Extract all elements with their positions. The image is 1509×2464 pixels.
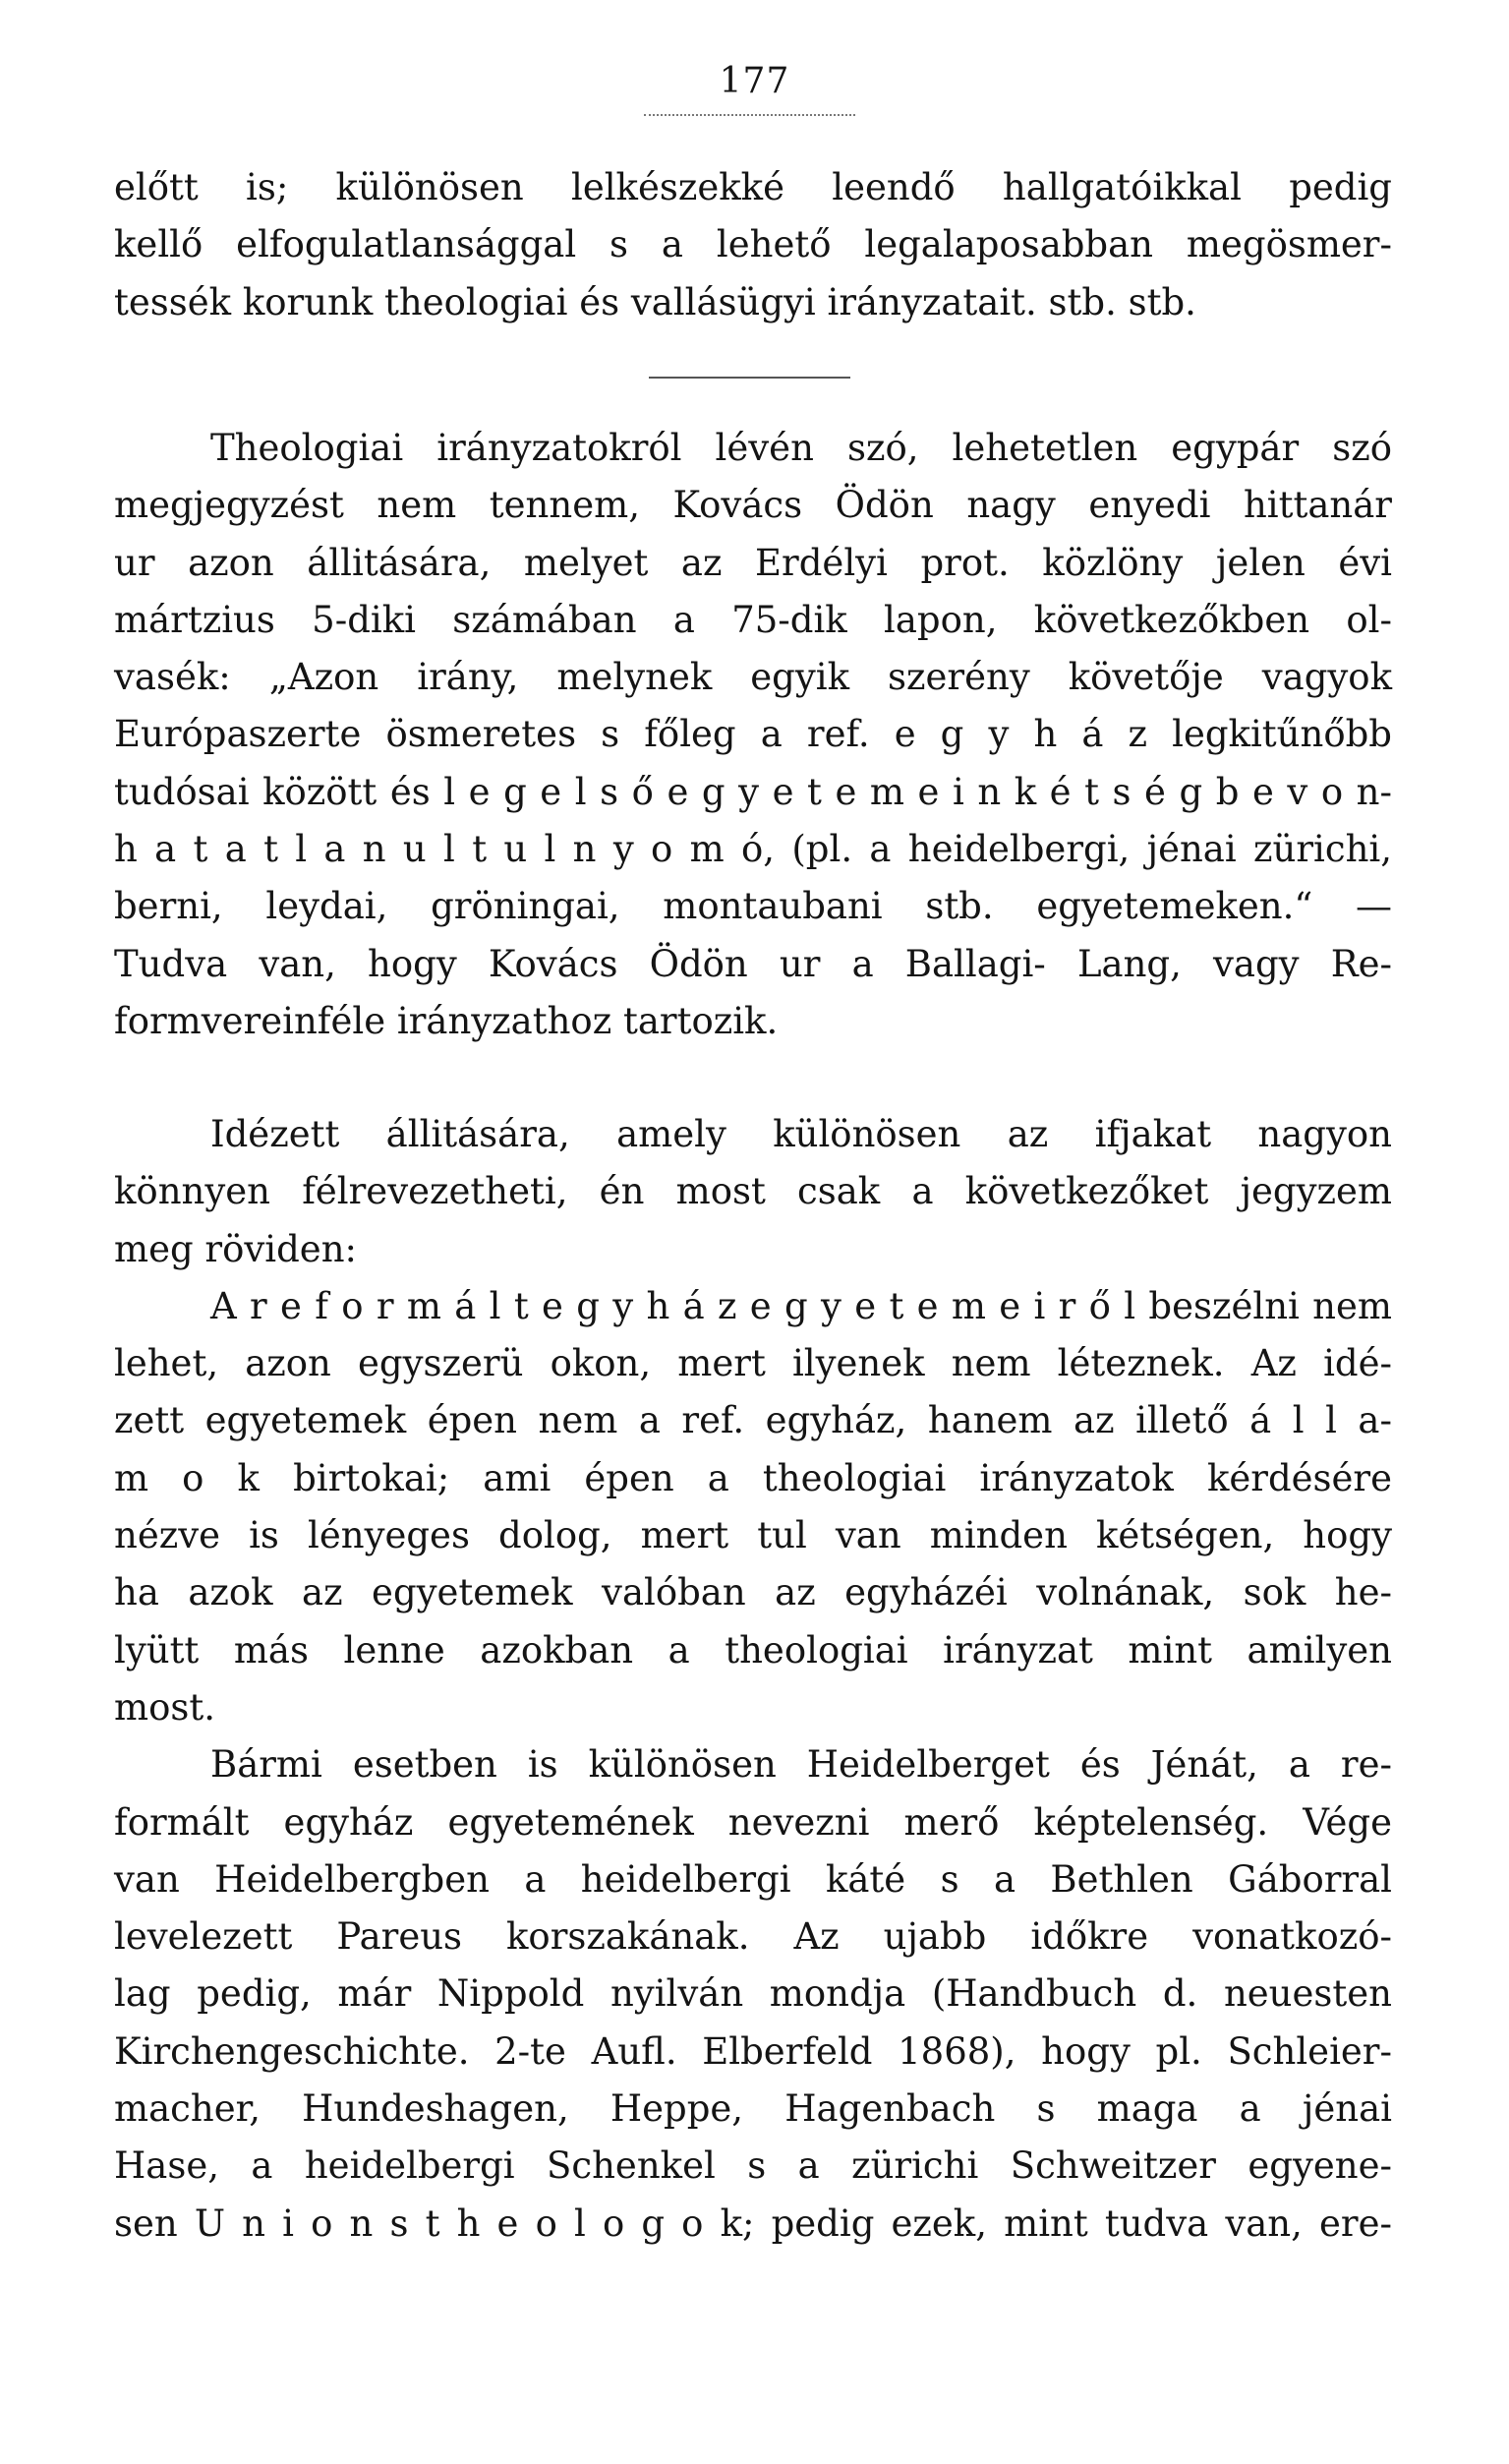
text-line: lehet, azon egyszerü okon, mert ilyenek nem léteznek. Az idé- [114,1342,1392,1385]
text-line: kellő elfogulatlansággal s a lehető legalaposabban megösmer- [114,223,1392,266]
page-number-ornament [644,114,855,116]
text-line: formált egyház egyetemének nevezni merő képtelenség. Vége [114,1800,1392,1844]
text-line: most. [114,1685,215,1729]
text-line: formvereinféle irányzathoz tartozik. [114,999,779,1042]
text-line: nézve is lényeges dolog, mert tul van minden kétségen, hogy [114,1514,1392,1557]
text-line: h a t a t l a n u l t u l n y o m ó, (pl. a heidelbergi, jénai zürichi, [114,828,1392,871]
text-line: tessék korunk theologiai és vallásügyi irányzatait. stb. stb. [114,280,1196,323]
text-line: Theologiai irányzatokról lévén szó, lehetetlen egypár szó [210,427,1392,469]
text-line: macher, Hundeshagen, Heppe, Hagenbach s maga a jénai [114,2087,1392,2131]
text-line: Kirchengeschichte. 2-te Aufl. Elberfeld 1868), hogy pl. Schleier- [114,2029,1392,2073]
text-line: Bármi esetben is különösen Heidelberget és Jénát, a re- [210,1743,1392,1787]
page-number: 177 [719,61,790,101]
section-separator [649,377,850,379]
text-line: ha azok az egyetemek valóban az egyházéi volnának, sok he- [114,1571,1392,1614]
text-line: van Heidelbergben a heidelbergi káté s a Bethlen Gáborral [114,1857,1392,1901]
text-line: meg röviden: [114,1227,358,1270]
text-line: berni, leydai, gröningai, montaubani stb. egyetemeken.“ — [114,885,1392,928]
text-line: vasék: „Azon irány, melynek egyik szerény követője vagyok [114,656,1392,699]
paragraph-3 [114,1106,1392,2253]
text-line: A r e f o r m á l t e g y h á z e g y e t e m e i r ő l beszélni nem [210,1284,1392,1327]
text-line: megjegyzést nem tennem, Kovács Ödön nagy enyedi hittanár [114,484,1392,527]
paragraph-2 [114,420,1392,1050]
text-line: ur azon állitására, melyet az Erdélyi prot. közlöny jelen évi [114,541,1392,584]
text-line: mártzius 5-diki számában a 75-dik lapon, következőkben ol- [114,598,1392,641]
text-line: sen U n i o n s t h e o l o g o k; pedig ezek, mint tudva van, ere- [114,2201,1392,2245]
text-line: tudósai között és l e g e l s ő e g y e t e m e i n k é t s é g b e v o n- [114,770,1392,813]
text-line: lyütt más lenne azokban a theologiai irányzat mint amilyen [114,1628,1392,1672]
text-line: Tudva van, hogy Kovács Ödön ur a Ballagi- Lang, vagy Re- [114,942,1392,985]
text-line: előtt is; különösen lelkészekké leendő hallgatóikkal pedig [114,166,1392,208]
text-line: Idézett állitására, amely különösen az ifjakat nagyon [210,1113,1392,1155]
paragraph-1 [114,159,1392,331]
text-line: Hase, a heidelbergi Schenkel s a zürichi Schweitzer egyene- [114,2144,1392,2188]
text-line: lag pedig, már Nippold nyilván mondja (Handbuch d. neuesten [114,1972,1392,2016]
text-line: Európaszerte ösmeretes s főleg a ref. e g y h á z legkitűnőbb [114,713,1392,756]
text-line: könnyen félrevezetheti, én most csak a következőket jegyzem [114,1170,1392,1213]
text-line: levelezett Pareus korszakának. Az ujabb időkre vonatkozó- [114,1915,1392,1959]
text-line: zett egyetemek épen nem a ref. egyház, hanem az illető á l l a- [114,1399,1392,1442]
text-line: m o k birtokai; ami épen a theologiai irányzatok kérdésére [114,1456,1392,1499]
